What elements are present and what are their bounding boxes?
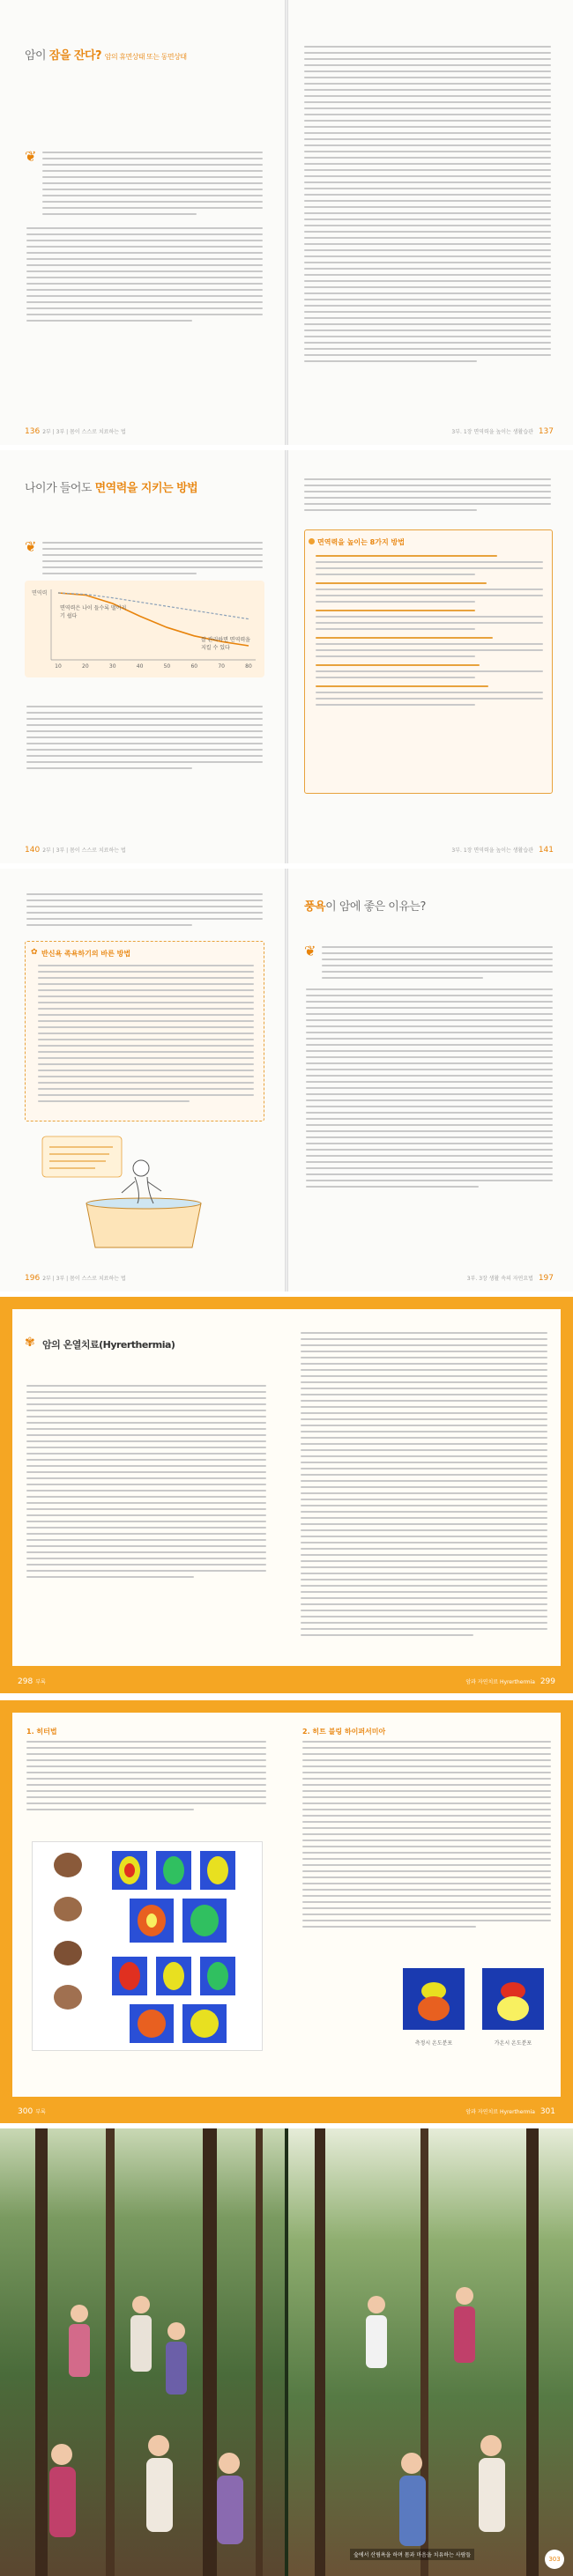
tips-list	[316, 555, 543, 710]
page-title: 암의 온열치료(Hyrerthermia)	[42, 1339, 175, 1351]
section-title: 1. 히터법	[26, 1728, 57, 1736]
thermal-figures	[33, 1842, 264, 2052]
body-text	[26, 893, 263, 930]
page-number: 140 2부 | 3부 | 몸이 스스로 치료하는 법	[25, 846, 126, 855]
body-text	[42, 152, 263, 219]
x-tick-label: 30	[108, 663, 116, 670]
spread-4	[0, 1297, 573, 1693]
page-299	[288, 1297, 573, 1693]
chart-caption-1: 면역력은 나이 들수록 떨어지기 쉽다	[60, 605, 127, 619]
bathtub	[86, 1203, 201, 1247]
forest-scene-left	[0, 2128, 285, 2576]
tips-box-title: 면역력을 높이는 8가지 방법	[317, 538, 405, 546]
body-text	[26, 1741, 266, 1815]
lump-photos	[54, 1853, 82, 2010]
page-197	[288, 869, 573, 1292]
body-thermal-figures	[394, 1965, 553, 2035]
chart-caption-2: 잘 관리하면 면역력을 지킬 수 있다	[201, 637, 250, 651]
page-137	[288, 0, 573, 445]
photo-caption: 숲에서 산림욕을 하며 몸과 마음을 치유하는 사람들	[350, 2549, 474, 2560]
body-text	[306, 988, 553, 1192]
body-text	[302, 1741, 551, 1932]
tips-box	[304, 529, 553, 794]
page-number: 136 2부 | 3부 | 몸이 스스로 치료하는 법	[25, 427, 126, 436]
leaf-ornament-icon: ❦	[25, 148, 37, 165]
body-text	[26, 227, 263, 326]
y-axis-label: 면역력	[32, 590, 48, 596]
page-196	[0, 869, 285, 1292]
body-text	[42, 542, 263, 579]
x-tick-label: 70	[218, 663, 225, 670]
body-text	[322, 946, 553, 983]
page-136	[0, 0, 285, 445]
page-141	[288, 450, 573, 863]
x-tick-label: 60	[190, 663, 198, 670]
body-text	[304, 46, 551, 366]
forest-photo-right	[288, 2128, 573, 2576]
x-tick-label: 50	[163, 663, 171, 670]
leaf-icon: ✿	[31, 948, 38, 957]
half-bath-drawing	[25, 1133, 264, 1256]
page-title: 나이가 들어도 면역력을 지키는 방법	[25, 482, 198, 495]
forest-scene-right	[288, 2128, 573, 2576]
bathing-illustration	[25, 1133, 264, 1256]
illustration-note	[42, 1136, 122, 1177]
body-text	[304, 478, 551, 515]
leaf-ornament-icon: ❦	[25, 538, 37, 555]
chart-box	[25, 581, 264, 677]
x-tick-label: 40	[136, 663, 144, 670]
tips-bullet-icon	[309, 538, 315, 544]
x-tick-label: 80	[245, 663, 252, 670]
page-300	[0, 1700, 285, 2123]
method-list	[38, 965, 254, 1107]
spread-6	[0, 2128, 573, 2576]
leaf-ornament-icon: ❦	[304, 943, 316, 959]
method-box-title: 반신욕 족욕하기의 바른 방법	[41, 950, 131, 958]
flower-ornament-icon: ✾	[25, 1336, 35, 1350]
x-tick-label: 20	[82, 663, 89, 670]
x-tick-label: 10	[55, 663, 62, 670]
section-title: 2. 히트 블링 하이퍼서미아	[302, 1728, 386, 1736]
page-number: 300 부록	[18, 2107, 46, 2116]
page-number: 암과 자연치료 Hyrerthermia 301	[465, 2107, 555, 2116]
page-number: 196 2부 | 3부 | 몸이 스스로 치료하는 법	[25, 1274, 126, 1283]
figure-caption-1: 측정시 온도분포	[414, 2040, 453, 2047]
page-number: 3부. 1장 면역력을 높이는 생활습관 141	[451, 846, 554, 855]
thermal-images	[112, 1851, 235, 2043]
person-head	[133, 1160, 149, 1176]
spread-2	[0, 450, 573, 863]
page-title: 풍욕이 암에 좋은 이유는?	[304, 900, 426, 914]
immunity-chart	[25, 581, 264, 677]
page-140	[0, 450, 285, 863]
figure-panel	[394, 1965, 553, 2062]
page-number: 298 부록	[18, 1677, 46, 1686]
spread-3	[0, 869, 573, 1292]
body-text	[26, 1385, 266, 1582]
figure-panel	[32, 1841, 263, 2051]
body-text	[26, 706, 263, 774]
page-title: 암이 잠을 잔다? 암의 휴면상태 또는 동면상태	[25, 49, 187, 63]
method-box	[25, 941, 264, 1121]
spread-5	[0, 1700, 573, 2123]
page-298	[0, 1297, 285, 1693]
people-group	[366, 2287, 505, 2546]
page-badge: 303	[545, 2550, 564, 2569]
body-text	[301, 1332, 547, 1640]
page-number: 암과 자연치료 Hyrerthermia 299	[465, 1677, 555, 1686]
spread-1	[0, 0, 573, 445]
figure-caption-2: 가온시 온도분포	[494, 2040, 532, 2047]
page-number: 3부. 3장 생활 속의 자연요법 197	[466, 1274, 554, 1283]
page-number: 3부. 1장 면역력을 높이는 생활습관 137	[451, 427, 554, 436]
forest-photo-left	[0, 2128, 285, 2576]
page-301	[288, 1700, 573, 2123]
